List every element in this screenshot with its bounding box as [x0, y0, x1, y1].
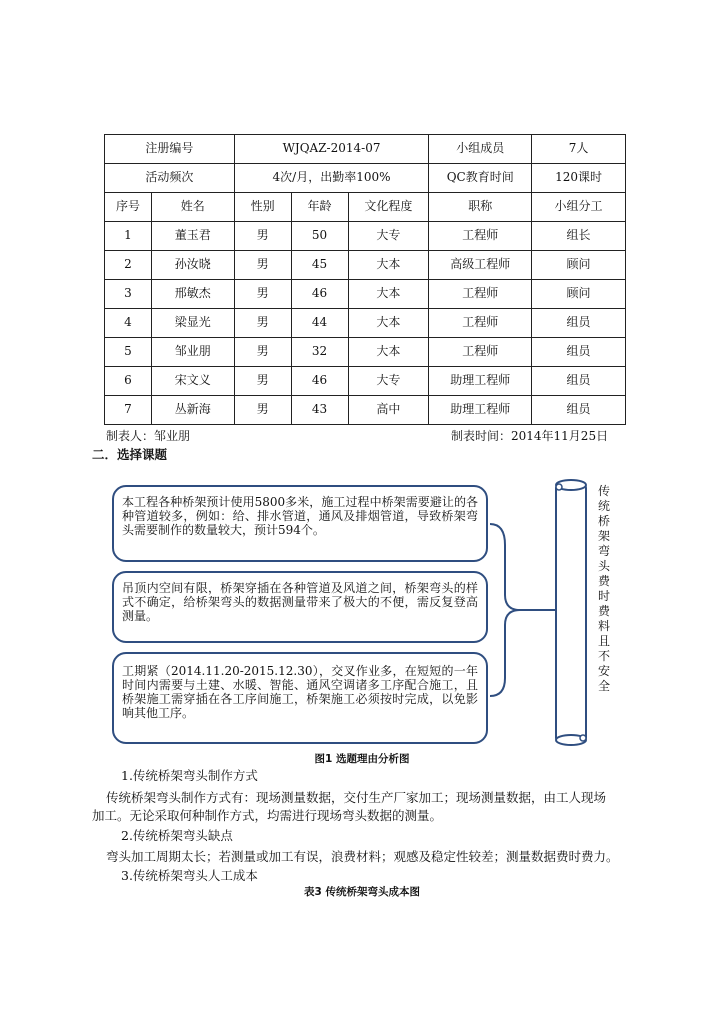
table-cell: 男	[234, 396, 291, 425]
table-cell: 工程师	[429, 309, 532, 338]
table-cell: 男	[234, 338, 291, 367]
table-date: 制表时间：2014年11月25日	[451, 429, 609, 443]
table-cell: 3	[105, 280, 152, 309]
table-maker: 制表人：邹业朋	[106, 429, 191, 443]
section-title: 二．选择课题	[92, 447, 168, 462]
paragraph-heading-1: 1.传统桥架弯头制作方式	[121, 768, 258, 783]
table-cell: 4	[105, 309, 152, 338]
info-value: 120课时	[532, 164, 626, 193]
info-value: WJQAZ-2014-07	[234, 135, 429, 164]
table-cell: 1	[105, 222, 152, 251]
paragraph-text: 弯头加工周期太长；若测量或加工有误，浪费材料；观感及稳定性较差；测量数据费时费力。	[106, 849, 619, 864]
table-cell: 组员	[532, 367, 626, 396]
reason-box-quantity: 本工程各种桥架预计使用5800多米，施工过程中桥架需要避让的各种管道较多，例如：给、排水管道，通风及排烟管道，导致桥架弯头需要制作的数量较大，预计594个。	[112, 485, 488, 562]
table-cell: 50	[291, 222, 348, 251]
table-cell: 44	[291, 309, 348, 338]
column-header: 年龄	[291, 193, 348, 222]
table-cell: 大本	[348, 338, 429, 367]
scroll-knob-top	[556, 484, 562, 490]
table-cell: 5	[105, 338, 152, 367]
table-cell: 大本	[348, 309, 429, 338]
table-cell: 43	[291, 396, 348, 425]
table-cell: 46	[291, 280, 348, 309]
table-cell: 2	[105, 251, 152, 280]
table-caption: 表3 传统桥架弯头成本图	[304, 886, 420, 898]
table-cell: 董玉君	[151, 222, 234, 251]
table-cell: 大本	[348, 251, 429, 280]
table-cell: 工程师	[429, 222, 532, 251]
conclusion-text: 传统桥架弯头费时费料且不安全	[597, 484, 610, 693]
table-cell: 大本	[348, 280, 429, 309]
table-cell: 男	[234, 222, 291, 251]
table-cell: 助理工程师	[429, 396, 532, 425]
table-cell: 梁显光	[151, 309, 234, 338]
table-cell: 邢敏杰	[151, 280, 234, 309]
info-value: 7人	[532, 135, 626, 164]
paragraph-heading-3: 3.传统桥架弯头人工成本	[121, 868, 258, 883]
table-cell: 组员	[532, 338, 626, 367]
column-header: 职称	[429, 193, 532, 222]
column-header: 性别	[234, 193, 291, 222]
table-cell: 男	[234, 251, 291, 280]
table-cell: 组长	[532, 222, 626, 251]
table-cell: 组员	[532, 396, 626, 425]
table-cell: 组员	[532, 309, 626, 338]
table-cell: 男	[234, 367, 291, 396]
info-label: 小组成员	[429, 135, 532, 164]
table-cell: 大专	[348, 367, 429, 396]
table-cell: 大专	[348, 222, 429, 251]
paragraph-text: 加工。无论采取何种制作方式，均需进行现场弯头数据的测量。	[92, 808, 443, 823]
table-cell: 46	[291, 367, 348, 396]
scroll-banner	[556, 485, 586, 741]
info-label: QC教育时间	[429, 164, 532, 193]
table-cell: 45	[291, 251, 348, 280]
paragraph-text: 传统桥架弯头制作方式有：现场测量数据，交付生产厂家加工；现场测量数据，由工人现场	[106, 790, 607, 805]
table-cell: 助理工程师	[429, 367, 532, 396]
table-cell: 顾问	[532, 251, 626, 280]
column-header: 小组分工	[532, 193, 626, 222]
table-cell: 邹业朋	[151, 338, 234, 367]
table-cell: 高级工程师	[429, 251, 532, 280]
table-cell: 顾问	[532, 280, 626, 309]
table-cell: 丛新海	[151, 396, 234, 425]
table-cell: 7	[105, 396, 152, 425]
column-header: 序号	[105, 193, 152, 222]
reason-box-space: 吊顶内空间有限，桥架穿插在各种管道及风道之间，桥架弯头的样式不确定，给桥架弯头的数据测量带来了极大的不便，需反复登高测量。	[112, 571, 488, 643]
paragraph-heading-2: 2.传统桥架弯头缺点	[121, 828, 233, 843]
table-cell: 32	[291, 338, 348, 367]
table-cell: 6	[105, 367, 152, 396]
info-label: 活动频次	[105, 164, 235, 193]
reason-box-schedule: 工期紧（2014.11.20-2015.12.30），交叉作业多，在短短的一年时间内需要与土建、水暖、智能、通风空调诸多工序配合施工，且桥架施工需穿插在各工序间施工，桥架施工必须按时完成，以免影响其他工序。	[112, 652, 488, 744]
column-header: 姓名	[151, 193, 234, 222]
table-cell: 孙汝晓	[151, 251, 234, 280]
scroll-knob-bottom	[580, 735, 586, 741]
column-header: 文化程度	[348, 193, 429, 222]
info-value: 4次/月，出勤率100%	[234, 164, 429, 193]
table-cell: 工程师	[429, 338, 532, 367]
info-label: 注册编号	[105, 135, 235, 164]
table-cell: 宋文义	[151, 367, 234, 396]
figure-caption: 图1 选题理由分析图	[314, 753, 410, 765]
table-cell: 男	[234, 309, 291, 338]
table-cell: 高中	[348, 396, 429, 425]
table-cell: 男	[234, 280, 291, 309]
table-cell: 工程师	[429, 280, 532, 309]
